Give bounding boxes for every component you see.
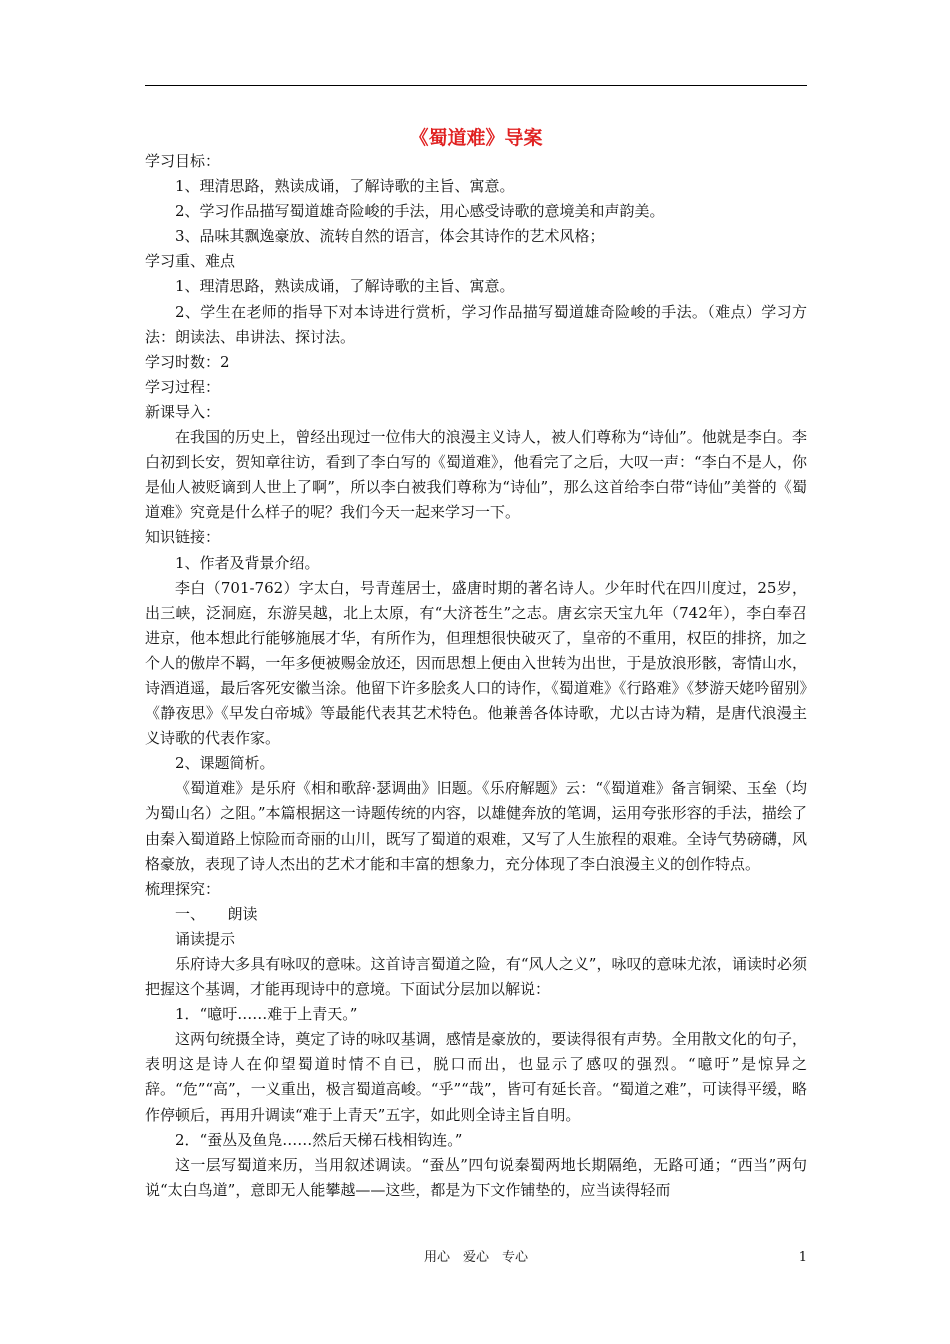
footer-motto: 用心 爱心 专心 [423,1250,528,1265]
paragraph: 1．“噫吁……难于上青天。” [175,1005,358,1024]
paragraph: 李白（701-762）字太白，号青莲居士，盛唐时期的著名诗人。少年时代在四川度过，25岁，出三峡，泛洞庭，东游吴越，北上太原，有“大济苍生”之志。唐玄宗天宝九年（742年），李白奉召进京，他本想此行能够施展才华，有所作为，但理想很快破灭了，皇帝的不重用，权臣的排挤，加之个人的傲岸不羁，一年多便被赐金放还，因而思想上便由入世转为出世，于是放浪形骸，寄情山水，诗酒逍遥，最后客死安徽当涂。他留下许多脍炙人口的诗作，《蜀道难》《行路难》《梦游天姥吟留别》《静夜思》《早发白帝城》等最能代表其艺术特色。他兼善各体诗歌，尤以古诗为精，是唐代浪漫主义诗歌的代表作家。 [145,578,807,748]
paragraph: 学习重、难点 [145,252,236,271]
paragraph: 梳理探究： [145,879,221,898]
paragraph: 2、学生在老师的指导下对本诗进行赏析，学习作品描写蜀道雄奇险峻的手法。（难点）学习方法：朗读法、串讲法、探讨法。 [145,302,807,346]
document-body [145,149,807,1203]
paragraph: 这一层写蜀道来历，当用叙述调读。“蚕丛”四句说秦蜀两地长期隔绝，无路可通；“西当”两句说“太白鸟道”，意即无人能攀越——这些，都是为下文作铺垫的，应当读得轻而 [145,1155,807,1199]
paragraph: 2．“蚕丛及鱼凫……然后天梯石栈相钩连。” [175,1130,463,1149]
paragraph: 在我国的历史上，曾经出现过一位伟大的浪漫主义诗人，被人们尊称为“诗仙”。他就是李白。李白初到长安，贺知章往访，看到了李白写的《蜀道难》，他看完了之后，大叹一声：“李白不是人，你是仙人被贬谪到人世上了啊”，所以李白被我们尊称为“诗仙”，那么这首给李白带“诗仙”美誉的《蜀道难》究竟是什么样子的呢？我们今天一起来学习一下。 [145,428,807,522]
paragraph: 3、品味其飘逸豪放、流转自然的语言，体会其诗作的艺术风格； [175,227,605,246]
paragraph: 《蜀道难》是乐府《相和歌辞·瑟调曲》旧题。《乐府解题》云：“《蜀道难》备言铜梁、玉垒（均为蜀山名）之阻。”本篇根据这一诗题传统的内容，以雄健奔放的笔调，运用夸张形容的手法，描绘了由秦入蜀道路上惊险而奇丽的山川，既写了蜀道的艰难，又写了人生旅程的艰难。全诗气势磅礴，风格豪放，表现了诗人杰出的艺术才能和丰富的想象力，充分体现了李白浪漫主义的创作特点。 [145,779,807,873]
paragraph: 2、课题简析。 [175,754,275,773]
paragraph: 2、学习作品描写蜀道雄奇险峻的手法，用心感受诗歌的意境美和声韵美。 [175,202,665,221]
document-title: 《蜀道难》导案 [409,127,543,149]
paragraph: 知识链接： [145,528,221,547]
paragraph: 学习目标： [145,152,221,170]
paragraph: 1、作者及背景介绍。 [175,553,320,572]
paragraph: 学习过程： [145,377,221,396]
paragraph: 诵读提示 [175,929,236,948]
paragraph: 这两句统摄全诗，奠定了诗的咏叹基调，感情是豪放的，要读得很有声势。全用散文化的句子，表明这是诗人在仰望蜀道时情不自已，脱口而出，也显示了感叹的强烈。“噫吁”是惊异之辞。“危”“高”，一义重出，极言蜀道高峻。“乎”“哉”，皆可有延长音。“蜀道之难”，可读得平缓，略作停顿后，再用升调读“难于上青天”五字，如此则全诗主旨自明。 [145,1030,807,1124]
page-number: 1 [798,1250,807,1265]
page-footer [145,1248,807,1268]
header-rule [145,85,807,86]
paragraph: 1、理清思路，熟读成诵，了解诗歌的主旨、寓意。 [175,277,515,296]
paragraph: 学习时数：2 [145,352,230,371]
paragraph: 一、 朗读 [175,904,258,923]
paragraph: 1、理清思路，熟读成诵，了解诗歌的主旨、寓意。 [175,177,515,196]
paragraph: 乐府诗大多具有咏叹的意味。这首诗言蜀道之险，有“风人之义”，咏叹的意味尤浓，诵读时必须把握这个基调，才能再现诗中的意境。下面试分层加以解说： [145,955,807,999]
paragraph: 新课导入： [145,402,221,421]
